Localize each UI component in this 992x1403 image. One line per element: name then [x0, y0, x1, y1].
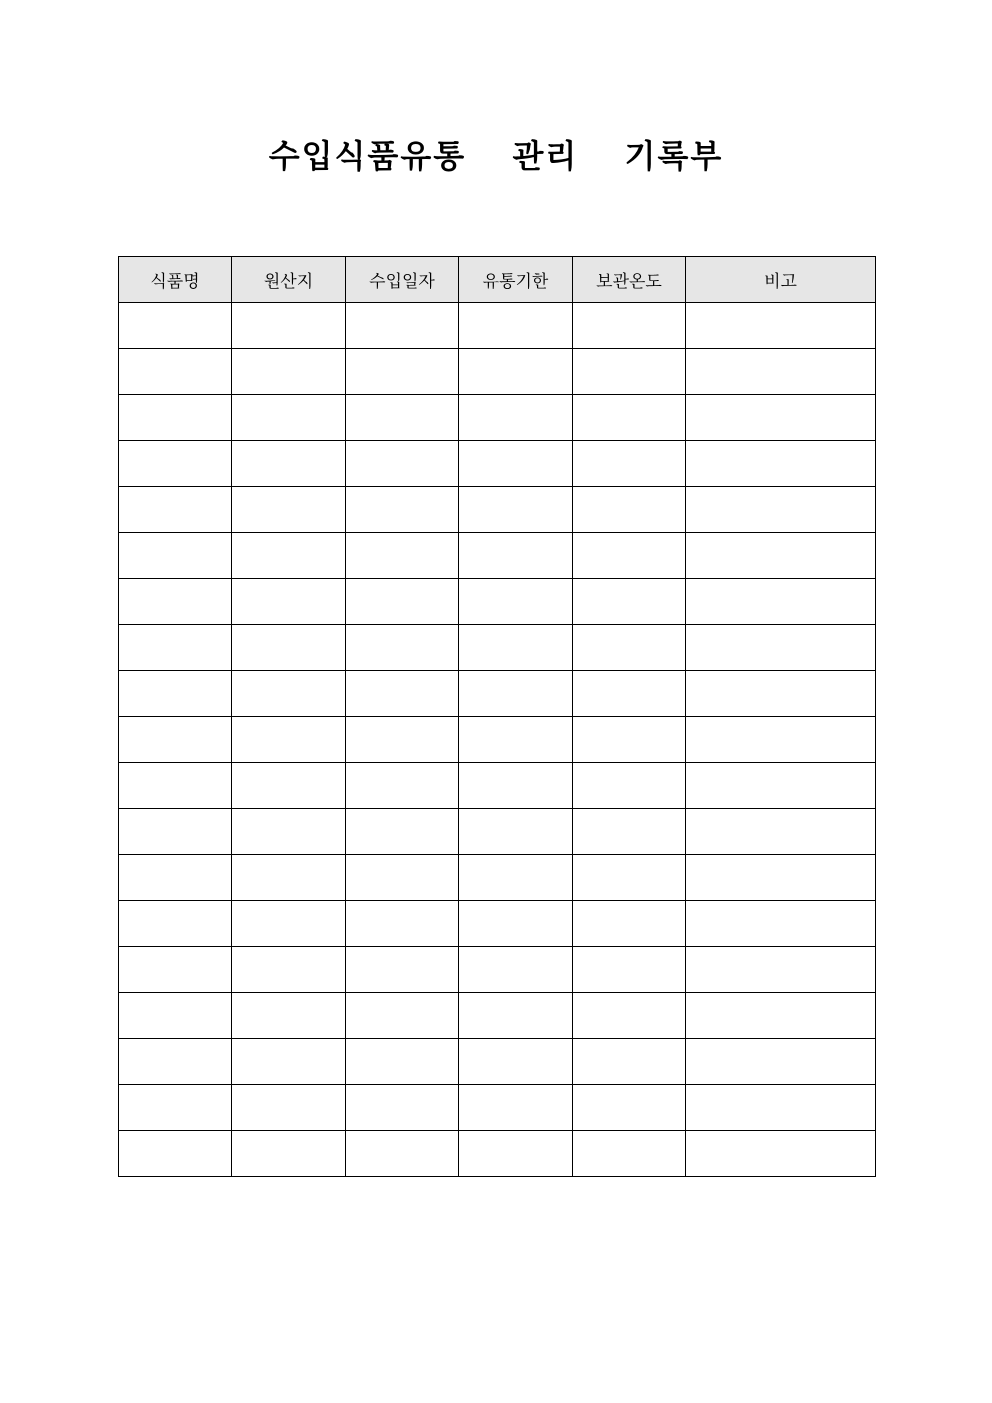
- table-cell[interactable]: [119, 1039, 232, 1085]
- table-cell[interactable]: [232, 395, 346, 441]
- table-cell[interactable]: [686, 1085, 876, 1131]
- table-cell[interactable]: [119, 1085, 232, 1131]
- table-cell[interactable]: [232, 855, 346, 901]
- table-cell[interactable]: [686, 947, 876, 993]
- table-cell[interactable]: [573, 579, 686, 625]
- table-cell[interactable]: [346, 533, 459, 579]
- table-cell[interactable]: [232, 487, 346, 533]
- table-cell[interactable]: [119, 349, 232, 395]
- table-row: [119, 487, 876, 533]
- table-row: [119, 441, 876, 487]
- table-cell[interactable]: [232, 1131, 346, 1177]
- table-cell[interactable]: [346, 993, 459, 1039]
- table-cell[interactable]: [232, 763, 346, 809]
- table-cell[interactable]: [686, 579, 876, 625]
- table-row: [119, 395, 876, 441]
- table-row: [119, 303, 876, 349]
- table-cell[interactable]: [119, 441, 232, 487]
- table-row: [119, 579, 876, 625]
- column-header-expiry-date: 유통기한: [459, 257, 573, 303]
- table-cell[interactable]: [346, 441, 459, 487]
- table-cell[interactable]: [346, 395, 459, 441]
- table-cell[interactable]: [232, 303, 346, 349]
- table-cell[interactable]: [686, 625, 876, 671]
- table-cell[interactable]: [686, 303, 876, 349]
- table-cell[interactable]: [232, 441, 346, 487]
- table-cell[interactable]: [459, 855, 573, 901]
- table-cell[interactable]: [346, 717, 459, 763]
- table-cell[interactable]: [459, 533, 573, 579]
- table-row: [119, 1039, 876, 1085]
- table-cell[interactable]: [686, 671, 876, 717]
- table-cell[interactable]: [232, 349, 346, 395]
- table-row: [119, 993, 876, 1039]
- table-cell[interactable]: [232, 717, 346, 763]
- table-cell[interactable]: [459, 487, 573, 533]
- table-cell[interactable]: [573, 303, 686, 349]
- table-row: [119, 533, 876, 579]
- table-cell[interactable]: [573, 1131, 686, 1177]
- table-cell[interactable]: [119, 303, 232, 349]
- table-cell[interactable]: [686, 717, 876, 763]
- table-cell[interactable]: [573, 487, 686, 533]
- table-cell[interactable]: [346, 947, 459, 993]
- table-cell[interactable]: [119, 947, 232, 993]
- table-cell[interactable]: [232, 579, 346, 625]
- column-header-import-date: 수입일자: [346, 257, 459, 303]
- table-cell[interactable]: [119, 533, 232, 579]
- table-cell[interactable]: [459, 763, 573, 809]
- table-cell[interactable]: [459, 395, 573, 441]
- table-cell[interactable]: [459, 579, 573, 625]
- table-cell[interactable]: [232, 671, 346, 717]
- column-header-origin: 원산지: [232, 257, 346, 303]
- table-cell[interactable]: [573, 441, 686, 487]
- table-cell[interactable]: [346, 671, 459, 717]
- table-cell[interactable]: [573, 1039, 686, 1085]
- table-cell[interactable]: [573, 1085, 686, 1131]
- table-cell[interactable]: [232, 1085, 346, 1131]
- table-cell[interactable]: [346, 1085, 459, 1131]
- table-cell[interactable]: [346, 809, 459, 855]
- table-row: [119, 1085, 876, 1131]
- table-cell[interactable]: [459, 947, 573, 993]
- table-row: [119, 625, 876, 671]
- table-cell[interactable]: [119, 809, 232, 855]
- table-row: [119, 763, 876, 809]
- table-row: [119, 717, 876, 763]
- table-cell[interactable]: [119, 763, 232, 809]
- table-cell[interactable]: [459, 349, 573, 395]
- table-cell[interactable]: [119, 395, 232, 441]
- table-row: [119, 671, 876, 717]
- table-cell[interactable]: [459, 901, 573, 947]
- table-cell[interactable]: [346, 855, 459, 901]
- table-cell[interactable]: [686, 1131, 876, 1177]
- table-cell[interactable]: [232, 625, 346, 671]
- table-cell[interactable]: [459, 1131, 573, 1177]
- table-cell[interactable]: [346, 579, 459, 625]
- table-cell[interactable]: [346, 487, 459, 533]
- document-title: 수입식품유통 관리 기록부: [268, 137, 724, 175]
- table-cell[interactable]: [346, 763, 459, 809]
- table-cell[interactable]: [573, 533, 686, 579]
- table-row: [119, 1131, 876, 1177]
- table-cell[interactable]: [573, 763, 686, 809]
- table-cell[interactable]: [686, 533, 876, 579]
- table-cell[interactable]: [346, 1131, 459, 1177]
- table-cell[interactable]: [686, 349, 876, 395]
- table-cell[interactable]: [119, 855, 232, 901]
- table-row: [119, 947, 876, 993]
- table-cell[interactable]: [459, 441, 573, 487]
- table-cell[interactable]: [119, 579, 232, 625]
- table-cell[interactable]: [232, 947, 346, 993]
- table-cell[interactable]: [459, 1039, 573, 1085]
- table-cell[interactable]: [119, 625, 232, 671]
- table-cell[interactable]: [346, 901, 459, 947]
- table-cell[interactable]: [686, 901, 876, 947]
- table-cell[interactable]: [459, 303, 573, 349]
- table-cell[interactable]: [573, 855, 686, 901]
- table-cell[interactable]: [459, 1085, 573, 1131]
- table-row: [119, 901, 876, 947]
- table-cell[interactable]: [119, 1131, 232, 1177]
- table-cell[interactable]: [232, 993, 346, 1039]
- table-cell[interactable]: [232, 533, 346, 579]
- record-table-body: [119, 303, 876, 1177]
- table-cell[interactable]: [119, 901, 232, 947]
- table-cell[interactable]: [686, 487, 876, 533]
- table-cell[interactable]: [573, 349, 686, 395]
- table-cell[interactable]: [459, 625, 573, 671]
- table-cell[interactable]: [459, 809, 573, 855]
- table-cell[interactable]: [686, 763, 876, 809]
- table-cell[interactable]: [459, 671, 573, 717]
- table-cell[interactable]: [573, 947, 686, 993]
- header-row: [119, 257, 876, 303]
- column-header-remarks: 비고: [686, 257, 876, 303]
- table-cell[interactable]: [119, 717, 232, 763]
- table-cell[interactable]: [119, 671, 232, 717]
- table-cell[interactable]: [573, 395, 686, 441]
- table-cell[interactable]: [573, 901, 686, 947]
- table-cell[interactable]: [459, 993, 573, 1039]
- table-cell[interactable]: [119, 993, 232, 1039]
- table-cell[interactable]: [119, 487, 232, 533]
- table-cell[interactable]: [232, 1039, 346, 1085]
- column-header-food-name: 식품명: [119, 257, 232, 303]
- column-header-storage-temp: 보관온도: [573, 257, 686, 303]
- table-cell[interactable]: [346, 349, 459, 395]
- table-cell[interactable]: [686, 1039, 876, 1085]
- table-cell[interactable]: [573, 717, 686, 763]
- table-cell[interactable]: [686, 395, 876, 441]
- table-cell[interactable]: [573, 993, 686, 1039]
- table-cell[interactable]: [346, 625, 459, 671]
- table-cell[interactable]: [573, 625, 686, 671]
- table-cell[interactable]: [232, 809, 346, 855]
- table-row: [119, 809, 876, 855]
- table-row: [119, 349, 876, 395]
- table-cell[interactable]: [346, 303, 459, 349]
- table-cell[interactable]: [346, 1039, 459, 1085]
- table-cell[interactable]: [573, 809, 686, 855]
- table-cell[interactable]: [686, 993, 876, 1039]
- table-cell[interactable]: [573, 671, 686, 717]
- table-cell[interactable]: [686, 809, 876, 855]
- table-cell[interactable]: [232, 901, 346, 947]
- table-row: [119, 855, 876, 901]
- table-cell[interactable]: [459, 717, 573, 763]
- table-cell[interactable]: [686, 441, 876, 487]
- record-table: [118, 256, 876, 1177]
- table-cell[interactable]: [686, 855, 876, 901]
